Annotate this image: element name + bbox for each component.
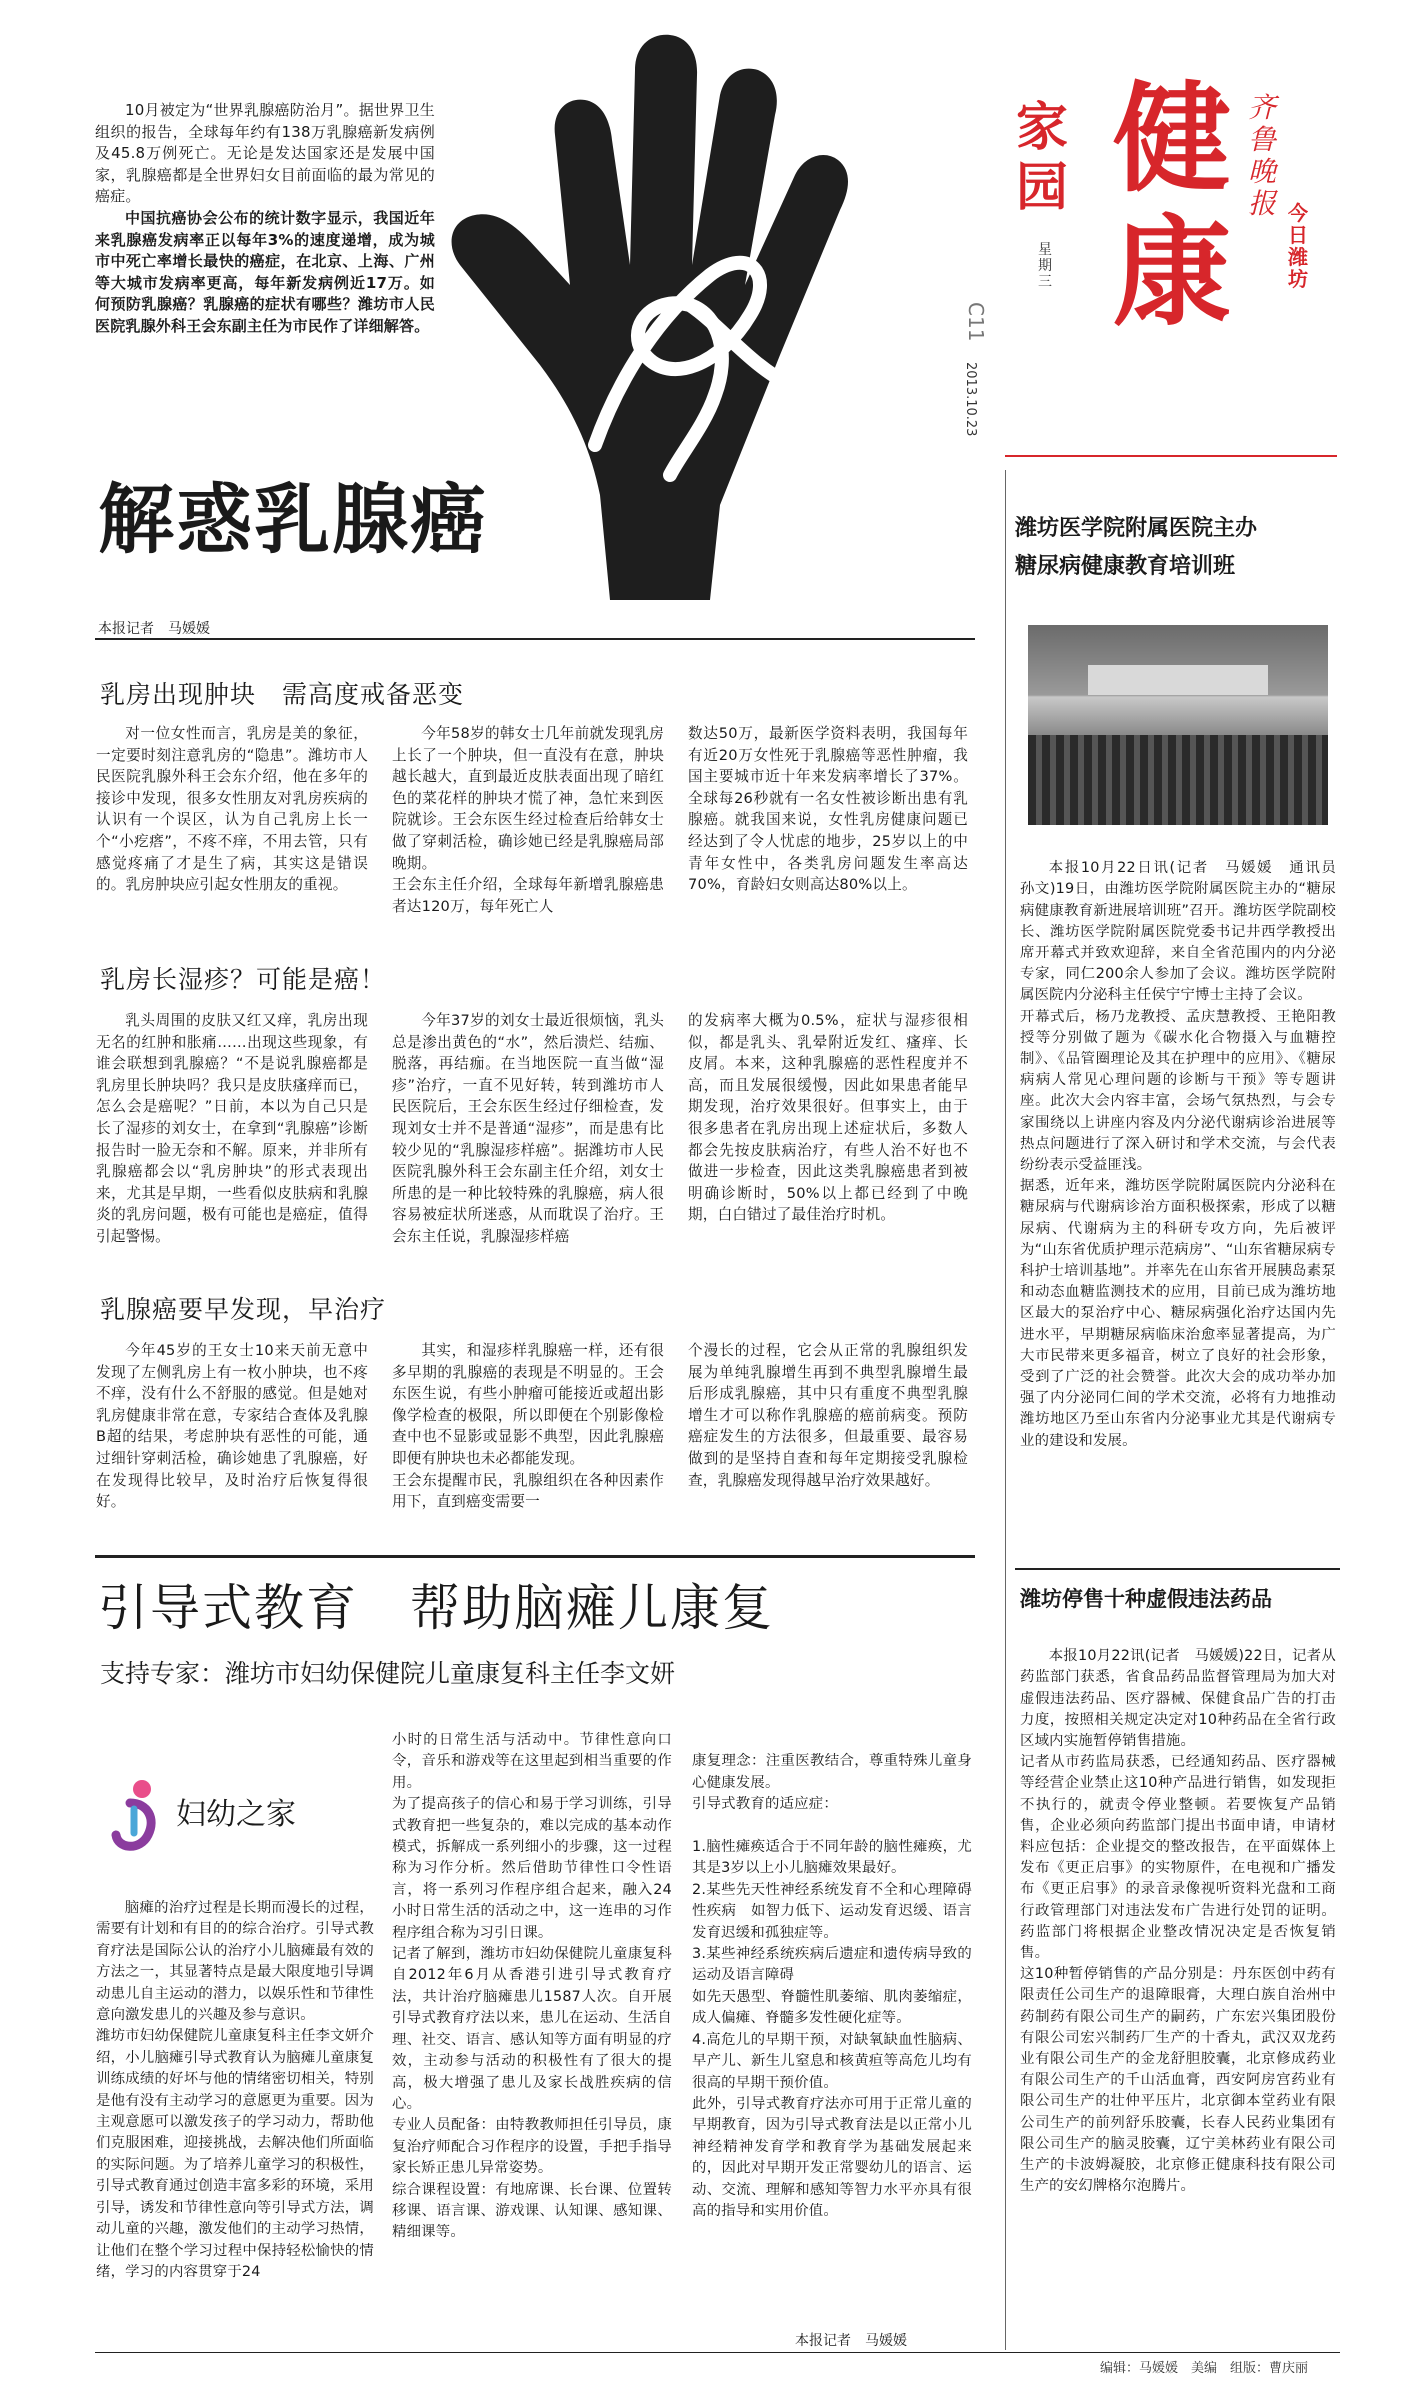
section-3-col-3-text: 个漫长的过程，它会从正常的乳腺组织发展为单纯乳腺增生再到不典型乳腺增生最后形成乳腺癌，其中只有重度不典型乳腺增生才可以称作乳腺癌的癌前病变。预防癌症发生的方法很多，但最重要、最容易做到的是坚持自查和每年定期接受乳腺检查，乳腺癌发现得越早治疗效果越好。 [688, 1342, 968, 1489]
rehab-col-1 [96, 1898, 374, 2283]
section-2-col-1-text: 乳头周围的皮肤又红又痒，乳房出现无名的红肿和胀痛……出现这些现象，有谁会联想到乳腺癌？“不是说乳腺癌都是乳房里长肿块吗？我只是皮肤瘙痒而已，怎么会是癌呢？”日前，本以为自己只是长了湿疹的刘女士，在拿到“乳腺癌”诊断报告时一脸无奈和不解。原来，并非所有乳腺癌都会以“乳房肿块”的形式表现出来，尤其是早期，一些看似皮肤病和乳腺炎的乳房问题，极有可能也是癌症，值得引起警惕。 [96, 1012, 368, 1245]
masthead-subtitle-jia: 家 [1016, 98, 1069, 158]
rehab-headline: 引导式教育 帮助脑瘫儿康复 [98, 1579, 774, 1637]
section-2-heading: 乳房长湿疹？可能是癌！ [100, 965, 387, 994]
rehab-col-2-text: 小时的日常生活与活动中。节律性意向口令，音乐和游戏等在这里起到相当重要的作用。 为了提高孩子的信心和易于学习训练，引导式教育把一些复杂的，难以完成的基本动作模式，拆解成一系列细小的步骤，这一过程称为习作分析。然后借助节律性口令性语言，将一系列习作程序组合起来，融入24小时日常生活的活动之中，这一连串的习作程序组合称为习引日课。 记者了解到，潍坊市妇幼保健院儿童康复科自2012年6月从香港引进引导式教育疗法，共计治疗脑瘫患儿1587人次。自开展引导式教育疗法以来，患儿在运动、生活自理、社交、语言、感认知等方面有明显的疗效，主动参与活动的积极性有了很大的提高，极大增强了患儿及家长战胜疾病的信心。 专业人员配备：由特教教师担任引导员，康复治疗师配合习作程序的设置，手把手指导家长矫正患儿异常姿势。 综合课程设置：有地席课、长台课、位置转移课、语言课、游戏课、认知课、感知课、精细课等。 [392, 1732, 672, 2241]
rehab-col-1-text: 脑瘫的治疗过程是长期而漫长的过程，需要有计划和有目的的综合治疗。引导式教育疗法是国际公认的治疗小儿脑瘫最有效的方法之一，其显著特点是最大限度地引导调动患儿自主运动的潜力，以娱乐性和节律性意向激发患儿的兴趣及参与意识。 潍坊市妇幼保健院儿童康复科主任李文妍介绍，小儿脑瘫引导式教育认为脑瘫儿童康复训练成绩的好坏与他的情绪密切相关，特别是他有没有主动学习的意愿更为重要。因为主观意愿可以激发孩子的学习动力，帮助他们克服困难，迎接挑战，去解决他们所面临的实际问题。为了培养儿童学习的积极性，引导式教育通过创造丰富多彩的环境，采用引导，诱发和节律性意向等引导式方法，调动儿童的兴趣，激发他们的主动学习热情，让他们在整个学习过程中保持轻松愉快的情绪，学习的内容贯穿于24 [96, 1900, 374, 2280]
rehab-col-2 [392, 1730, 672, 2244]
section-3-col-3 [688, 1340, 968, 1491]
masthead-title-kang: 康 [1113, 203, 1232, 342]
section-3-col-1-text: 今年45岁的王女士10来天前无意中发现了左侧乳房上有一枚小肿块，也不疼不痒，没有什么不舒服的感觉。但是她对乳房健康非常在意，专家结合查体及乳腺B超的结果，考虑肿块有恶性的可能，通过细针穿刺活检，确诊她患了乳腺癌，好在发现得比较早，及时治疗后恢复得很好。 [96, 1342, 368, 1511]
section-2-col-3 [688, 1010, 968, 1226]
section-1-col-1 [96, 723, 368, 896]
feature-intro [95, 100, 435, 338]
conference-photo [1028, 625, 1328, 825]
section-2-col-2-text: 今年37岁的刘女士最近很烦恼，乳头总是渗出黄色的“水”，然后溃烂、结痂、脱落，再结痂。在当地医院一直当做“湿疹”治疗，一直不见好转，转到潍坊市人民医院后，王会东医生经过仔细检查，发现刘女士并不是普通“湿疹”，而是患有比较少见的“乳腺湿疹样癌”。据潍坊市人民医院乳腺外科王会东副主任介绍，刘女士所患的是一种比较特殊的乳腺癌，病人很容易被症状所迷惑，从而耽误了治疗。王会东主任说，乳腺湿疹样癌 [392, 1012, 664, 1245]
section-2-col-1 [96, 1010, 368, 1248]
fuyou-logo-text: 妇幼之家 [176, 1797, 296, 1832]
sidebar-divider [1005, 470, 1006, 2350]
photo-stage [1088, 665, 1268, 695]
feature-byline: 本报记者 马媛媛 [98, 621, 210, 637]
rehab-col-3-list: 1.脑性瘫痪适合于不同年龄的脑性瘫痪，尤其是3岁以上小儿脑瘫效果最好。 2.某些先天性神经系统发育不全和心理障碍性疾病 如智力低下、运动发育迟缓、语言发育迟缓和孤独症等。 3.某些神经系统疾病后遗症和遗传病导致的运动及语言障碍 如先天愚型、脊髓性肌萎缩、肌肉萎缩症，成人偏瘫、脊髓多发性硬化症等。 4.高危儿的早期干预，对缺氧缺血性脑病、早产儿、新生儿窒息和核黄疸等高危儿均有很高的早期干预价值。 此外，引导式教育疗法亦可用于正常儿童的早期教育，因为引导式教育法是以正常小儿神经精神发育学和教育学为基础发展起来的，因此对早期开发正常婴幼儿的语言、运动、交流、理解和感知等智力水平亦具有很高的指导和实用价值。 [692, 1839, 972, 2219]
feature-byline-rule [95, 638, 975, 640]
section-2-col-2 [392, 1010, 664, 1248]
section-1-heading: 乳房出现肿块 需高度戒备恶变 [100, 680, 465, 709]
rehab-col-3-head: 康复理念：注重医教结合，尊重特殊儿童身心健康发展。 引导式教育的适应症： [692, 1753, 972, 1813]
feature-headline: 解惑乳腺癌 [98, 475, 488, 564]
masthead-subtitle-yuan: 园 [1016, 158, 1069, 218]
section-3-col-2-text: 其实，和湿疹样乳腺癌一样，还有很多早期的乳腺癌的表现是不明显的。王会东医生说，有些小肿瘤可能接近或超出影像学检查的极限，所以即便在个别影像检查中也不显影或显影不典型，因此乳腺癌即便有肿块也未必都能发现。 王会东提醒市民，乳腺组织在各种因素作用下，直到癌变需要一 [392, 1342, 664, 1511]
masthead-title-jian: 健 [1113, 69, 1232, 208]
section-1-col-1-text: 对一位女性而言，乳房是美的象征，一定要时刻注意乳房的“隐患”。潍坊市人民医院乳腺外科王会东介绍，他在多年的接诊中发现，很多女性朋友对乳房疾病的认识有一个误区，认为自己乳房上长一个“小疙瘩”，不疼不痒，不用去管，只有感觉疼痛了才是生了病，其实这是错误的。乳房肿块应引起女性朋友的重视。 [96, 725, 368, 894]
photo-audience [1028, 735, 1328, 825]
fuyou-logo-icon [108, 1775, 168, 1855]
sidebar-headline-2: 潍坊停售十种虚假违法药品 [1020, 1587, 1272, 1611]
hand-ribbon-illustration [420, 25, 980, 600]
section-1-col-3-text: 数达50万，最新医学资料表明，我国每年有近20万女性死于乳腺癌等恶性肿瘤，我国主要城市近十年来发病率增长了37%。全球每26秒就有一名女性被诊断出患有乳腺癌。就我国来说，女性乳房健康问题已经达到了令人忧虑的地步，25岁以上的中青年女性中，各类乳房问题发生率高达70%，育龄妇女则高达80%以上。 [688, 725, 968, 894]
rehab-col-3 [692, 1730, 972, 2244]
footer-rule [95, 2352, 1340, 2353]
sidebar-headline-1-line-2: 糖尿病健康教育培训班 [1015, 554, 1236, 579]
section-3-col-1 [96, 1340, 368, 1513]
masthead-page-code: C11 [964, 302, 988, 342]
section-1-col-3 [688, 723, 968, 896]
section-1-col-2-text: 今年58岁的韩女士几年前就发现乳房上长了一个肿块，但一直没有在意，肿块越长越大，直到最近皮肤表面出现了暗红色的菜花样的肿块才慌了神，急忙来到医院就诊。王会东医生经过检查后给韩女士做了穿刺活检，确诊她已经是乳腺癌局部晚期。 王会东主任介绍，全球每年新增乳腺癌患者达120万，每年死亡人 [392, 725, 664, 915]
rehab-expert: 支持专家：潍坊市妇幼保健院儿童康复科主任李文妍 [100, 1659, 676, 1688]
masthead-publisher: 齐鲁晚报 [1248, 91, 1277, 220]
section-3-heading: 乳腺癌要早发现，早治疗 [100, 1295, 387, 1324]
intro-paragraph-2: 中国抗癌协会公布的统计数字显示，我国近年来乳腺癌发病率正以每年3%的速度递增，成为城市中死亡率增长最快的癌症，在北京、上海、广州等大城市发病率更高，每年新发病例近17万。如何预防乳腺癌？乳腺癌的症状有哪些？潍坊市人民医院乳腺外科王会东副主任为市民作了详细解答。 [95, 208, 435, 335]
sidebar-headline-1-line-1: 潍坊医学院附属医院主办 [1015, 516, 1258, 541]
section-2-col-3-text: 的发病率大概为0.5%，症状与湿疹很相似，都是乳头、乳晕附近发红、瘙痒、长皮屑。本来，这种乳腺癌的恶性程度并不高，而且发展很缓慢，因此如果患者能早期发现，治疗效果很好。但事实上，由于很多患者在乳房出现上述症状后，多数人都会先按皮肤病治疗，有些人治不好也不做进一步检查，因此这类乳腺癌患者到被明确诊断时，50%以上都已经到了中晚期，白白错过了最佳治疗时机。 [688, 1012, 968, 1224]
intro-paragraph-1: 10月被定为“世界乳腺癌防治月”。据世界卫生组织的报告，全球每年约有138万乳腺癌新发病例及45.8万例死亡。无论是发达国家还是发展中国家，乳腺癌都是全世界妇女目前面临的最为常见的癌症。 [95, 101, 435, 206]
feature-bottom-rule [95, 1555, 975, 1558]
masthead-date: 2013.10.23 [963, 362, 978, 437]
rehab-byline: 本报记者 马媛媛 [795, 2333, 907, 2349]
masthead [963, 69, 1330, 442]
fuyou-logo [108, 1775, 358, 1855]
sidebar-mid-rule [1015, 1568, 1340, 1570]
sidebar-story-2-text: 本报10月22讯(记者 马媛媛)22日，记者从药监部门获悉，省食品药品监督管理局为加大对虚假违法药品、医疗器械、保健食品广告的打击力度，按照相关规定决定对10种药品在全省行政区域内实施暂停销售措施。 记者从市药监局获悉，已经通知药品、医疗器械等经营企业禁止这10种产品进行销售，如发现拒不执行的，就责令停业整顿。若要恢复产品销售，企业必须向药监部门提出书面申请，申请材料应包括：企业提交的整改报告，在平面媒体上发布《更正启事》的实物原件，在电视和广播发布《更正启事》的录音录像视听资料光盘和工商行政管理部门对违法发布广告进行处罚的证明。药监部门将根据企业整改情况决定是否恢复销售。 这10种暂停销售的产品分别是：丹东医创中药有限责任公司生产的退障眼膏，大理白族自治州中药制药有限公司生产的嗣药，广东宏兴集团股份有限公司宏兴制药厂生产的十香丸，武汉双龙药业有限公司生产的金龙舒胆胶囊，北京修成药业有限公司生产的千山活血膏，西安阿房宫药业有限公司生产的壮仲平压片，北京御本堂药业有限公司生产的前列舒乐胶囊，长春人民药业集团有限公司生产的脑灵胶囊，辽宁美林药业有限公司生产的卡波姆凝胶，北京修正健康科技有限公司生产的安幻牌格尔泡腾片。 [1020, 1648, 1336, 2195]
masthead-divider [1005, 455, 1337, 457]
section-3-col-2 [392, 1340, 664, 1513]
sidebar-story-2 [1020, 1625, 1336, 2219]
section-1-col-2 [392, 723, 664, 917]
masthead-publisher-sub: 今日潍坊 [1288, 201, 1308, 291]
footer-credits: 编辑：马媛媛 美编 组版：曹庆丽 [1100, 2361, 1309, 2376]
masthead-weekday: 星期三 [1038, 242, 1052, 290]
sidebar-story-1-text: 本报10月22日讯(记者 马媛媛 通讯员 孙文)19日，由潍坊医学院附属医院主办的“糖尿病健康教育新进展培训班”召开。潍坊医学院副校长、潍坊医学院附属医院党委书记井西学教授出席开幕式并致欢迎辞，来自全省范围内的内分泌专家，同仁200余人参加了会议。潍坊医学院附属医院内分泌科主任侯宁宁博士主持了会议。 开幕式后，杨乃龙教授、孟庆慧教授、王艳阳教授等分别做了题为《碳水化合物摄入与血糖控制》、《品管圈理论及其在护理中的应用》、《糖尿病病人常见心理问题的诊断与干预》等专题讲座。此次大会内容丰富，会场气氛热烈，与会专家围绕以上讲座内容及内分泌代谢病诊治进展等热点问题进行了深入研讨和学术交流，与会代表纷纷表示受益匪浅。 据悉，近年来，潍坊医学院附属医院内分泌科在糖尿病与代谢病诊治方面积极探索，形成了以糖尿病、代谢病为主的科研专攻方向，先后被评为“山东省优质护理示范病房”、“山东省糖尿病专科护士培训基地”。并率先在山东省开展胰岛素泵和动态血糖监测技术的应用，目前已成为潍坊地区最大的泵治疗中心、糖尿病强化治疗达国内先进水平，早期糖尿病临床治愈率显著提高，为广大市民带来更多福音，树立了良好的社会形象，受到了广泛的社会赞誉。此次大会的成功举办加强了内分泌同仁间的学术交流，必将有力地推动潍坊地区乃至山东省内分泌事业尤其是代谢病专业的建设和发展。 [1020, 860, 1336, 1449]
sidebar-story-1 [1020, 837, 1336, 1473]
